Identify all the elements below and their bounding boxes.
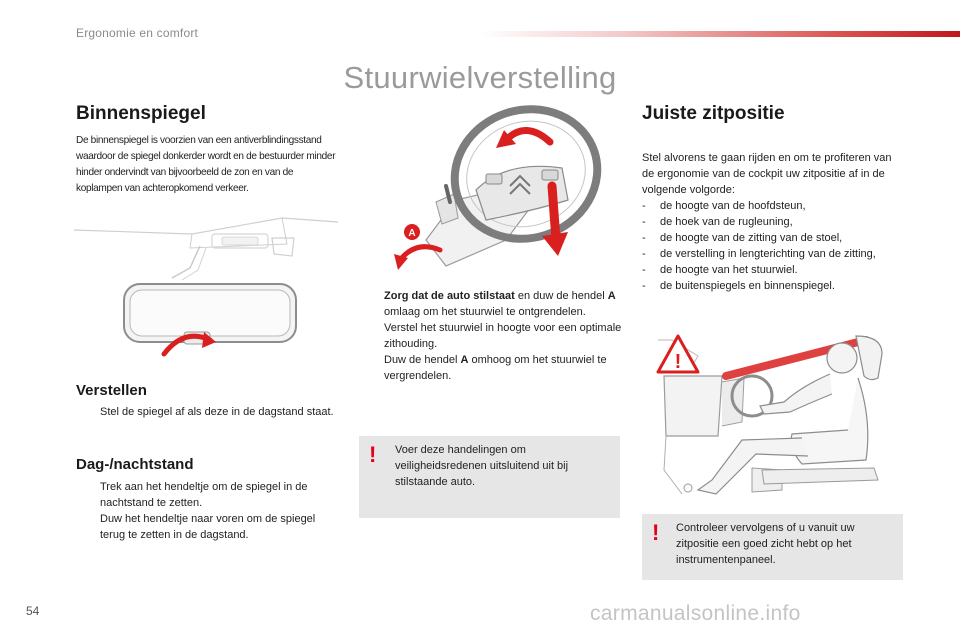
- list-item: - de buitenspiegels en binnenspiegel.: [642, 280, 835, 292]
- list-item: - de hoek van de rugleuning,: [642, 216, 793, 228]
- seating-intro: Stel alvorens te gaan rijden en om te profiteren van de ergonomie van de cockpit uw zitpositie af in de volgende volgorde:: [642, 152, 892, 196]
- list-item: Verstel het stuurwiel in hoogte voor een optimale zithouding.: [384, 322, 622, 350]
- daynight-heading: Dag-/nachtstand: [76, 456, 194, 473]
- seating-warning-text: Controleer vervolgens of u vanuit uw zitpositie een goed zicht hebt op het instrumentenpaneel.: [676, 522, 855, 566]
- steering-wheel-illustration: [386, 90, 612, 272]
- page-number: 54: [26, 604, 40, 618]
- list-item: Trek aan het hendeltje om de spiegel in de nachtstand te zetten.: [100, 481, 308, 509]
- header-accent-bar: [480, 31, 960, 37]
- steering-steps: [360, 288, 622, 384]
- mirror-intro: De binnenspiegel is voorzien van een antiverblindingsstand waardoor de spiegel donkerder wordt en de bestuurder minder hinder ondervindt van bijvoorbeeld de zon en van de koplampen van achteropkomend verkeer.: [76, 134, 336, 194]
- watermark: carmanualsonline.info: [590, 602, 801, 625]
- list-item: - de hoogte van de zitting van de stoel,: [642, 232, 843, 244]
- warning-icon: !: [369, 442, 377, 467]
- seating-steps: [642, 198, 914, 294]
- list-item: Stel de spiegel af als deze in de dagstand staat.: [100, 406, 334, 418]
- seating-heading: Juiste zitpositie: [642, 103, 785, 124]
- mirror-heading: Binnenspiegel: [76, 103, 206, 124]
- list-item: - de verstelling in lengterichting van de zitting,: [642, 248, 876, 260]
- section-title: Ergonomie en comfort: [76, 26, 199, 40]
- list-item: - de hoogte van het stuurwiel.: [642, 264, 798, 276]
- rear-mirror-illustration: [72, 208, 340, 368]
- page-title: Stuurwielverstelling: [343, 60, 617, 95]
- seating-position-illustration: [652, 330, 890, 500]
- adjust-heading: Verstellen: [76, 382, 147, 399]
- warning-icon: !: [674, 351, 682, 373]
- list-item: Duw de hendel A omhoog om het stuurwiel te vergrendelen.: [384, 354, 607, 382]
- daynight-steps: [76, 479, 338, 543]
- steering-warning-text: Voer deze handelingen om veiligheidsredenen uitsluitend uit bij stilstaande auto.: [395, 444, 569, 488]
- seating-warning-box: [642, 514, 903, 580]
- list-item: Zorg dat de auto stilstaat en duw de hendel A omlaag om het stuurwiel te ontgrendelen.: [384, 290, 616, 318]
- lever-label-a: A: [408, 228, 416, 239]
- steering-warning-box: [359, 436, 620, 518]
- adjust-steps: [76, 404, 338, 420]
- list-item: - de hoogte van de hoofdsteun,: [642, 200, 806, 212]
- warning-icon: !: [652, 520, 660, 545]
- list-item: Duw het hendeltje naar voren om de spiegel terug te zetten in de dagstand.: [100, 513, 316, 541]
